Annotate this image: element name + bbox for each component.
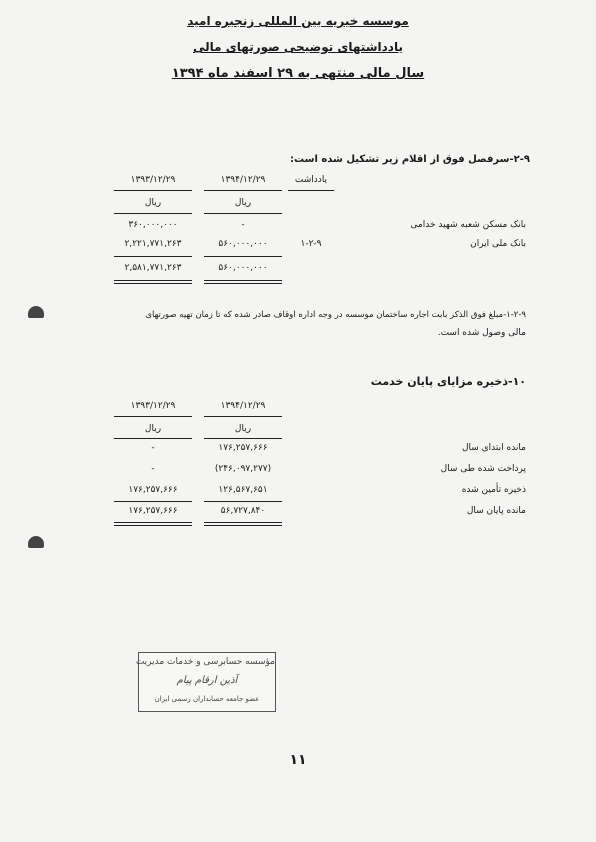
note-header-underline [288,190,334,191]
s10-col1-subtotal-line [204,501,282,502]
table-row-label: مانده ابتدای سال [461,443,526,453]
table-cell: (۲۴۶,۰۹۷,۲۷۷) [214,464,272,474]
table-cell: ۱۲۶,۵۶۷,۶۵۱ [218,485,268,495]
table-row-label: بانک مسکن شعبه شهید خدامی [410,220,526,230]
punch-hole [28,306,44,318]
s10-col2-date-underline [114,416,192,417]
s10-col2-unit-underline [114,438,192,439]
auditor-stamp [135,652,276,712]
s10-col1-total-line-2 [204,525,282,526]
s92-col1-total-line-1 [204,280,282,281]
table-cell: ۱۷۶,۲۵۷,۶۶۶ [218,443,268,453]
table-cell: ۱۷۶,۲۵۷,۶۶۶ [128,485,178,495]
s92-col1-unit-underline [204,213,282,214]
table-cell: ۵۶۰,۰۰۰,۰۰۰ [218,239,268,249]
stamp-line-1: مؤسسه حسابرسی و خدمات مدیریت [135,657,275,667]
table-cell: - [151,464,155,474]
note-column-header: یادداشت [294,175,328,185]
s92-col2-date: ۱۳۹۳/۱۲/۲۹ [130,175,176,185]
page-number: ۱۱ [289,752,307,768]
table-cell: - [151,443,155,453]
section-9-2-title: ۲-۹-سرفصل فوق از اقلام زیر تشکیل شده است: [290,154,530,165]
stamp-line-2: آذین ارقام پیام [176,675,238,686]
table-cell: - [241,220,245,230]
s10-col1-unit-underline [204,438,282,439]
org-name: موسسه خیریه بین المللی زنجیره امید [187,14,409,28]
s10-total-label: مانده پایان سال [466,506,526,516]
table-row-label: ذخیره تأمین شده [461,485,526,495]
s92-col1-date: ۱۳۹۴/۱۲/۲۹ [220,175,266,185]
s10-total-col2: ۱۷۶,۲۵۷,۶۶۶ [128,506,178,516]
s92-col2-unit-underline [114,213,192,214]
s92-total-col1: ۵۶۰,۰۰۰,۰۰۰ [218,263,268,273]
s92-total-col2: ۲,۵۸۱,۷۷۱,۲۶۳ [124,263,182,273]
table-cell: ۳۶۰,۰۰۰,۰۰۰ [128,220,178,230]
note-9-2-1-line1: ۱-۲-۹-مبلغ فوق الذکر بابت اجاره ساختمان موسسه در وجه اداره اوقاف صادر شده که تا زمان تهیه صورتهای [145,310,526,320]
s92-col2-unit: ریال [144,198,162,208]
s10-col2-date: ۱۳۹۳/۱۲/۲۹ [130,401,176,411]
s10-col2-total-line-1 [114,522,192,523]
s10-col1-date: ۱۳۹۴/۱۲/۲۹ [220,401,266,411]
table-row-label: پرداخت شده طی سال [440,464,526,474]
fiscal-period: سال مالی منتهی به ۲۹ اسفند ماه ۱۳۹۴ [171,66,425,81]
punch-hole [28,536,44,548]
document-title: یادداشتهای توضیحی صورتهای مالی [193,40,403,54]
s92-col2-date-underline [114,190,192,191]
s10-col2-unit: ریال [144,424,162,434]
s92-col2-total-line-1 [114,280,192,281]
s10-col2-total-line-2 [114,525,192,526]
s92-col1-total-line-2 [204,283,282,284]
s92-col2-subtotal-line [114,256,192,257]
s10-col1-date-underline [204,416,282,417]
note-9-2-1-line2: مالی وصول شده است. [437,328,526,338]
s92-col2-total-line-2 [114,283,192,284]
table-cell: ۲,۲۲۱,۷۷۱,۲۶۳ [124,239,182,249]
s10-col2-subtotal-line [114,501,192,502]
section-10-title: ۱۰-ذخیره مزایای پایان خدمت [370,375,526,388]
s92-col1-unit: ریال [234,198,252,208]
s92-col1-subtotal-line [204,256,282,257]
s10-col1-total-line-1 [204,522,282,523]
table-row-label: بانک ملی ایران [470,239,526,249]
stamp-line-3: عضو جامعه حسابداران رسمی ایران [154,695,260,703]
s10-col1-unit: ریال [234,424,252,434]
table-cell-note: ۱-۲-۹ [300,239,322,249]
s10-total-col1: ۵۶,۷۲۷,۸۴۰ [220,506,266,516]
s92-col1-date-underline [204,190,282,191]
